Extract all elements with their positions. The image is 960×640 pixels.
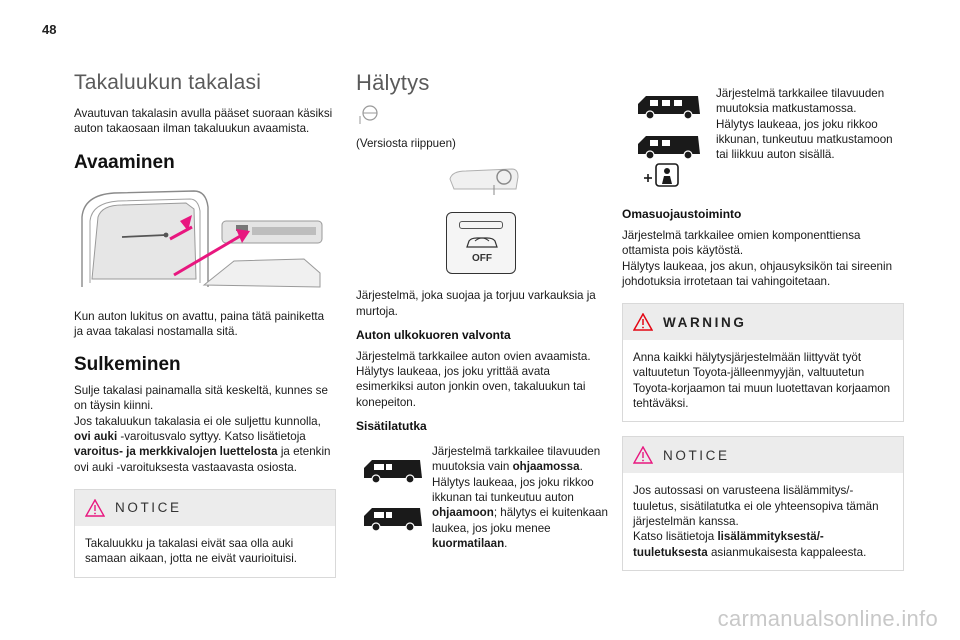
heading-perimeter: Auton ulkokuoren valvonta — [356, 327, 511, 342]
warning-text: Anna kaikki hälytysjärjestelmään liittyvät työt valtuutetun Toyota-jälleenmyyjän, valtuutetun Toyota-korjaamon tai muun luotettavan korjaamon tehtäväksi. — [633, 351, 891, 411]
heading-opening: Avaaminen — [74, 151, 175, 173]
notice-header — [75, 490, 335, 526]
notice-text: Takaluukku ja takalasi eivät saa olla auki samaan aikaan, jotta ne eivät vaurioituisi. — [85, 536, 298, 566]
section-title-tailgate-window: Takaluukun takalasi — [74, 71, 262, 94]
notice-label-2: NOTICE — [663, 447, 730, 463]
tailgate-illustration — [74, 187, 336, 297]
closing-text-1: Sulje takalasi painamalla sitä keskeltä, kunnes se on täysin kiinni. — [74, 384, 328, 413]
self-protection-text-2: Hälytys laukeaa, jos akun, ohjausyksikön tai sireenin johdotuksia irrotetaan tai vahingoitetaan. — [622, 259, 893, 288]
heading-interior-radar: Sisätilatutka — [356, 419, 427, 434]
heading-self-protection: Omasuojaustoiminto — [622, 207, 742, 221]
van-cab-only-icon — [362, 456, 424, 484]
alarm-description: Järjestelmä, joka suojaa ja torjuu varkauksia ja murtoja. — [356, 289, 596, 318]
notice-heater-text-2: Katso lisätietoja lisälämmityksestä/-tuuletuksesta asianmukaisesta kappaleesta. — [633, 530, 867, 559]
column-alarm — [356, 70, 606, 574]
page-number: 48 — [42, 22, 57, 37]
steering-wheel-small-icon — [356, 104, 382, 126]
warning-label: WARNING — [663, 314, 747, 330]
watermark: carmanualsonline.info — [717, 606, 938, 631]
heading-closing: Sulkeminen — [74, 354, 181, 376]
notice-triangle-icon-2 — [633, 446, 653, 464]
alarm-off-button[interactable] — [446, 212, 516, 274]
motion-sensor-icon — [642, 162, 682, 190]
passenger-area-text: Järjestelmä tarkkailee tilavuuden muutoksia matkustamossa. Hälytys laukeaa, jos joku rikkoo ikkunan, tunkeutuu matkustamoon tai liikkuu auton sisällä. — [716, 87, 893, 162]
notice-label: NOTICE — [115, 500, 182, 516]
van-cab-only-icon-2 — [362, 504, 424, 532]
notice-box-tailgate — [74, 489, 336, 578]
self-protection-text-1: Järjestelmä tarkkailee omien komponenttiensa ottamista pois käytöstä. — [622, 229, 861, 258]
closing-text-2: Jos takaluukun takalasia ei ole suljettu kunnolla, ovi auki -varoitusvalo syttyy. Katso lisätietoja varoitus- ja merkkivalojen luettelosta ja etenkin ovi auki -varoituksesta vastaavasta osiosta. — [74, 414, 331, 474]
notice-header-2 — [623, 437, 903, 473]
version-note: (Versiosta riippuen) — [356, 137, 456, 150]
warning-triangle-icon — [633, 313, 653, 331]
interior-radar-text: Järjestelmä tarkkailee tilavuuden muutoksia vain ohjaamossa. Hälytys laukeaa, jos joku rikkoo ikkunan tai tunkeutuu auton ohjaamoon; hälytys ei kuitenkaan laukea, jos joku menee kuormatilaan. — [432, 445, 608, 550]
perimeter-text: Järjestelmä tarkkailee auton ovien avaamista. Hälytys laukeaa, jos joku yrittää avata esimerkiksi auton jonkin oven, takaluukun tai konepeiton. — [356, 349, 591, 409]
intro-text: Avautuvan takalasin avulla pääset suoraan käsiksi auton takaosaan ilman takaluukun avaamista. — [74, 107, 333, 136]
warning-box — [622, 303, 904, 422]
off-label: OFF — [472, 253, 492, 265]
opening-text: Kun auton lukitus on avattu, paina tätä painiketta ja avaa takalasi nostamalla sitä. — [74, 309, 325, 338]
section-title-alarm: Hälytys — [356, 70, 430, 95]
column-tailgate-window — [74, 70, 336, 578]
van-passenger-icon-2 — [636, 132, 702, 160]
van-passenger-icon — [636, 92, 702, 120]
notice-heater-text-1: Jos autossasi on varusteena lisälämmitys/-tuuletus, sisätilatutka ei ole yhteensopiva tämän järjestelmän kanssa. — [633, 484, 879, 528]
column-alarm-continued — [622, 70, 904, 571]
warning-header — [623, 304, 903, 340]
notice-box-heater — [622, 436, 904, 570]
notice-triangle-icon — [85, 499, 105, 517]
alarm-control-illustration — [446, 165, 526, 274]
car-alarm-icon — [463, 235, 501, 251]
